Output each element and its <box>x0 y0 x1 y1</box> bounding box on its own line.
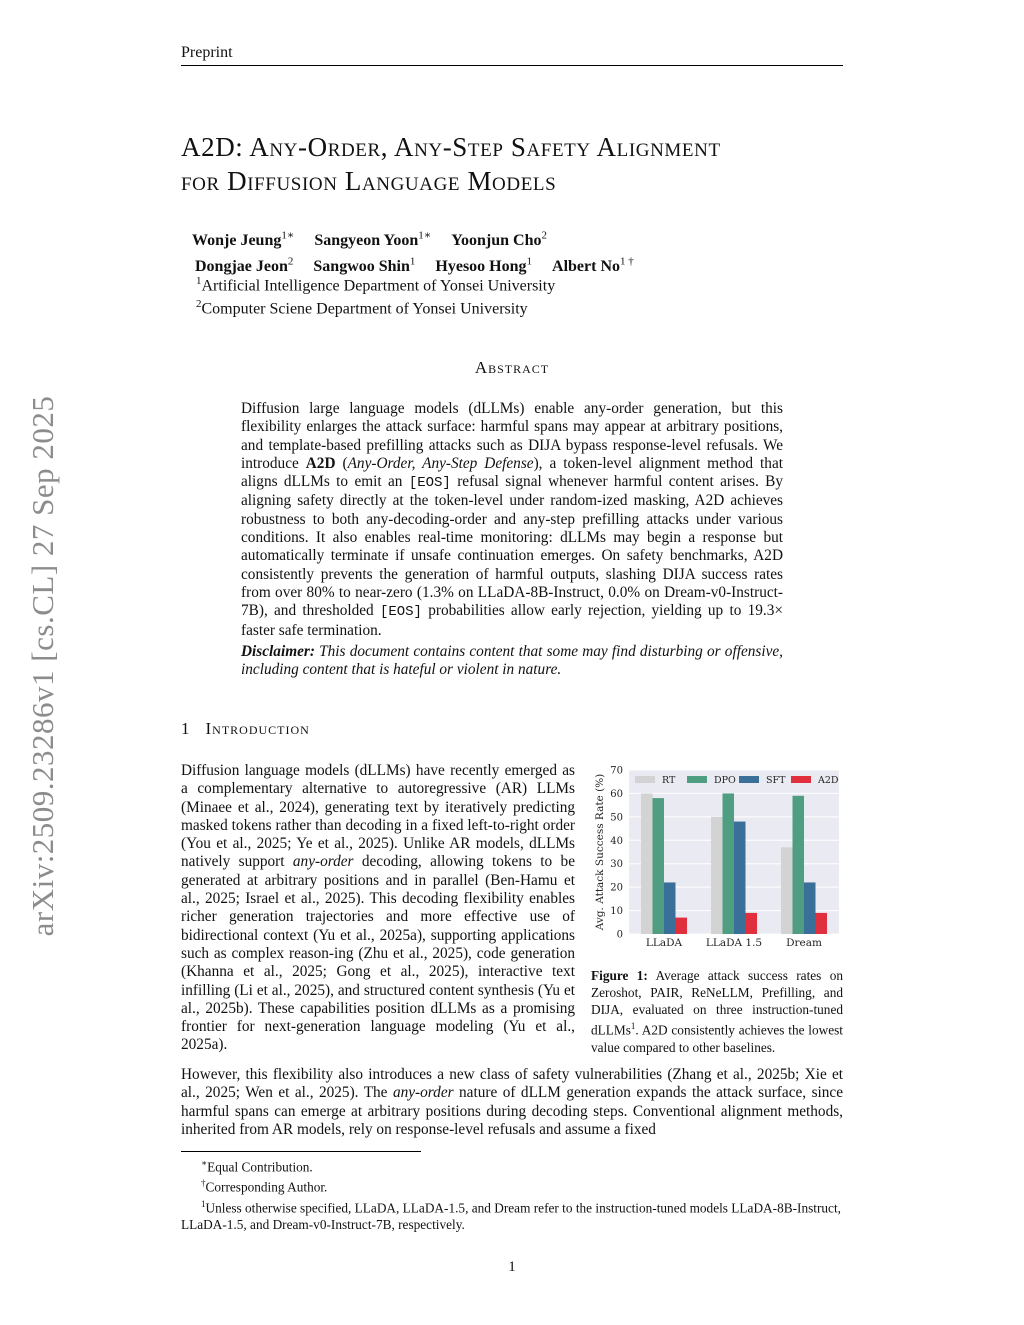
bar-a2d-0 <box>676 918 688 934</box>
y-tick-label: 10 <box>610 906 623 918</box>
affiliation: $^1$Artificial Intelligence Department of Yonsei University <box>196 275 556 295</box>
x-tick-label: Dream <box>786 937 822 949</box>
author: Hyesoo Hong$^1$ <box>435 255 533 275</box>
bar-rt-1 <box>711 817 723 934</box>
bar-dpo-1 <box>723 793 735 934</box>
author-list <box>192 226 852 277</box>
figure-1-chart <box>591 762 843 962</box>
title-line-2: for Diffusion Language Models <box>181 166 557 196</box>
x-tick-label: LLaDA 1.5 <box>705 937 763 949</box>
author: Yoonjun Cho$^2$ <box>451 230 547 250</box>
section-heading: 1 Introduction <box>181 719 310 738</box>
y-tick-label: 40 <box>610 835 623 847</box>
legend-swatch-sft <box>739 776 759 783</box>
author: Albert $No^{1 \dagger}$ <box>552 255 634 275</box>
page-number: 1 <box>508 1259 516 1275</box>
bar-sft-1 <box>734 822 746 934</box>
intro-paragraph-1: Diffusion language models (dLLMs) have recently emerged as a complementary alternative to autoregressive (AR) LLMs (Minaee et al., 2024), generating text by iteratively predicting masked tokens rather than decoding in a fixed left-to-right order (You et al., 2025; Ye et al., 2025). Unlike AR models, dLLMs natively support any-order decoding, allowing tokens to be generated at arbitrary positions and in parallel (Ben-Hamu et al., 2025; Israel et al., 2025). This decoding flexibility enables richer generation trajectories and more effective use of bidirectional context (Yu et al., 2025a), supporting applications such as complex reason-ing (Zhu et al., 2025), code generation (Khanna et al., 2025; Gong et al., 2025), interactive text infilling (Li et al., 2025), and structured content synthesis (Yu et al., 2025b). These capabilities position dLLMs as a promising frontier for next-generation language modeling (Yu et al., 2025a). <box>181 762 575 1054</box>
x-tick-label: LLaDA <box>645 937 683 949</box>
affiliation: $^2$Computer Sciene Department of Yonsei University <box>196 298 528 318</box>
abstract-heading: Abstract <box>474 358 550 377</box>
disclaimer: Disclaimer: This document contains content that some may find disturbing or offensive, including content that is hateful or violent in nature. <box>241 643 783 679</box>
bar-dpo-0 <box>653 798 665 934</box>
y-tick-label: 60 <box>610 788 623 800</box>
author: Dongjae Jeon$^2$ <box>195 255 294 275</box>
bar-a2d-2 <box>816 913 828 934</box>
affiliations <box>196 272 555 319</box>
arxiv-stamp: arXiv:2509.23286v1 [cs.CL] 27 Sep 2025 <box>25 395 60 937</box>
running-head: Preprint <box>181 44 233 61</box>
legend-label: A2D <box>818 775 839 786</box>
bar-rt-2 <box>781 847 793 934</box>
legend-swatch-dpo <box>687 776 707 783</box>
paper-title <box>181 130 861 198</box>
author: Sangwoo Shin$^1$ <box>313 255 416 275</box>
author-row-1 <box>192 226 852 251</box>
author: Sangyeon Yoon$^{1∗}$ <box>314 230 432 250</box>
y-tick-label: 70 <box>610 765 623 777</box>
header-rule <box>181 65 843 66</box>
title-line-1: A2D: Any-Order, Any-Step Safety Alignment <box>181 132 721 162</box>
bar-sft-0 <box>664 882 676 934</box>
bar-a2d-1 <box>746 913 758 934</box>
author: Wonje Jeung$^{1∗}$ <box>192 230 295 250</box>
legend-label: RT <box>662 775 676 786</box>
legend-swatch-rt <box>635 776 655 783</box>
footnote-rule <box>181 1151 421 1152</box>
bar-sft-2 <box>804 882 816 934</box>
y-tick-label: 30 <box>610 859 623 871</box>
legend-label: DPO <box>714 775 736 786</box>
footnote: $^1$Unless otherwise specified, LLaDA, LLaDA-1.5, and Dream refer to the instruction-tuned models LLaDA-8B-Instruct, LLaDA-1.5, and Dream-v0-Instruct-7B, respectively. <box>181 1198 841 1233</box>
footnote: ∗Equal Contribution. <box>201 1158 313 1175</box>
y-axis-label: Avg. Attack Success Rate (%) <box>594 773 606 931</box>
bar-chart <box>591 762 843 962</box>
y-tick-label: 20 <box>610 882 623 894</box>
intro-paragraph-2: However, this flexibility also introduces a new class of safety vulnerabilities (Zhang et al., 2025b; Xie et al., 2025; Wen et al., 2025). The any-order nature of dLLM generation expands the attack surface, since harmful spans can emerge at arbitrary positions during decoding steps. Conventional alignment methods, inherited from AR models, rely on response-level refusals and assume a fixed <box>181 1066 843 1138</box>
abstract-body: Diffusion large language models (dLLMs) enable any-order generation, but this flexibility enlarges the attack surface: harmful spans may appear at arbitrary positions, and template-based prefilling attacks such as DIJA bypass response-level refusals. We introduce A2D (Any-Order, Any-Step Defense), a token-level alignment method that aligns dLLMs to emit an [EOS] refusal signal whenever harmful content arises. By aligning safety directly at the token-level under random-ized masking, A2D achieves robustness to both any-decoding-order and any-step prefilling attacks under various conditions. It also enables real-time monitoring: dLLMs may begin a response but automatically terminate if unsafe continuation emerges. On safety benchmarks, A2D consistently prevents the generation of harmful outputs, slashing DIJA success rates from over 80% to near-zero (1.3% on LLaDA-8B-Instruct, 0.0% on Dream-v0-Instruct-7B), and thresholded [EOS] probabilities allow early rejection, yielding up to 19.3× faster safe termination. <box>241 400 783 639</box>
figure-caption: Figure 1: Average attack success rates on Zeroshot, PAIR, ReNeLLM, Prefilling, and DIJA, evaluated on three instruction-tuned dLLMs$^1$. A2D consistently achieves the lowest value compared to other baselines. <box>591 968 844 1055</box>
bar-rt-0 <box>641 793 653 934</box>
footnotes <box>181 1155 843 1233</box>
legend-label: SFT <box>766 775 786 786</box>
bar-dpo-2 <box>793 796 805 934</box>
y-tick-label: 0 <box>616 929 623 941</box>
legend-swatch-a2d <box>791 776 811 783</box>
footnote: †Corresponding Author. <box>201 1178 328 1195</box>
y-tick-label: 50 <box>610 812 623 824</box>
